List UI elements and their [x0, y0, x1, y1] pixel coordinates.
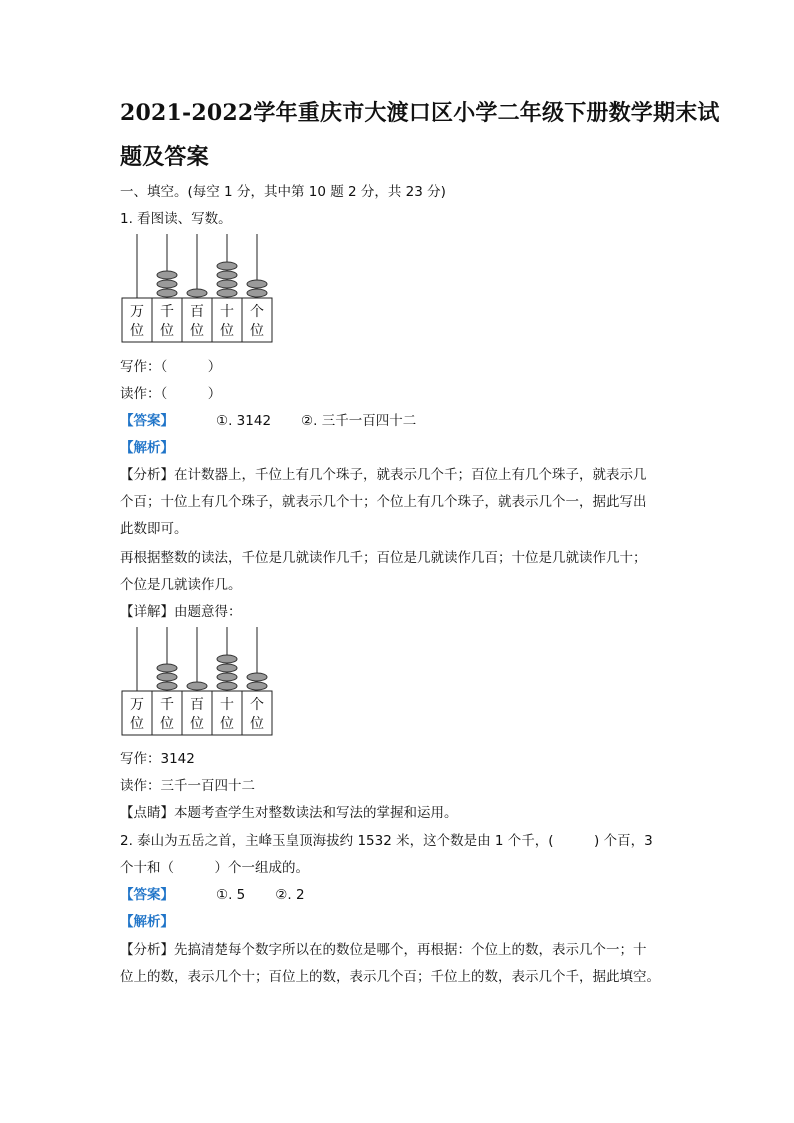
abacus-bead	[157, 664, 177, 672]
q2-stem-line-2: 个十和（ ）个一组成的。	[120, 860, 309, 876]
answer-tag: 【答案】	[120, 887, 174, 903]
abacus-bead	[157, 682, 177, 690]
detail-text: 由题意得：	[174, 604, 242, 620]
abacus-bead	[217, 289, 237, 297]
q1-fenxi-line-5: 个位是几就读作几。	[120, 577, 242, 593]
q1-write-prompt: 写作：（ ）	[120, 359, 222, 375]
fenxi-text: 在计数器上，千位上有几个珠子，就表示几个千；百位上有几个珠子，就表示几	[174, 467, 647, 483]
abacus-bead	[247, 289, 267, 297]
abacus-bead	[247, 673, 267, 681]
place-label-top: 个	[250, 304, 264, 320]
place-label-top: 万	[130, 697, 144, 713]
q1-answer-2: ②. 三千一百四十二	[301, 413, 417, 429]
abacus-bead	[217, 271, 237, 279]
comment-text: 本题考查学生对整数读法和写法的掌握和运用。	[174, 805, 458, 821]
q2-fenxi-line-1	[120, 938, 647, 958]
q2-stem-line-1: 2. 泰山为五岳之首，主峰玉皇顶海拔约 1532 米，这个数是由 1 个千，( ) 个百，3	[120, 833, 653, 849]
abacus-bead	[217, 682, 237, 690]
place-label-top: 百	[190, 697, 204, 713]
q1-analysis-tag	[120, 436, 174, 456]
abacus-bead	[157, 289, 177, 297]
abacus-bead	[217, 280, 237, 288]
place-label-bottom: 位	[160, 323, 174, 339]
place-label-bottom: 位	[130, 716, 144, 732]
q2-answer-2: ②. 2	[275, 887, 305, 903]
abacus-bead	[187, 682, 207, 690]
place-label-top: 千	[160, 304, 174, 320]
abacus-bead	[217, 673, 237, 681]
place-label-bottom: 位	[190, 716, 204, 732]
abacus-figure-1	[120, 232, 280, 344]
q1-read-prompt: 读作：（ ）	[120, 386, 222, 402]
q1-write-result: 写作：3142	[120, 751, 195, 767]
q1-answer-line	[120, 409, 416, 429]
analysis-tag: 【解析】	[120, 440, 174, 456]
place-label-bottom: 位	[220, 323, 234, 339]
place-label-bottom: 位	[160, 716, 174, 732]
doc-title-line-2: 题及答案	[120, 144, 209, 170]
q2-analysis-tag	[120, 910, 174, 930]
place-label-top: 万	[130, 304, 144, 320]
q1-answer-1: ①. 3142	[216, 413, 272, 429]
fenxi-text: 先搞清楚每个数字所以在的数位是哪个，再根据：个位上的数，表示几个一；十	[174, 942, 647, 958]
doc-title-line-1: 2021-2022学年重庆市大渡口区小学二年级下册数学期末试	[120, 100, 720, 126]
q1-fenxi-line-2: 个百；十位上有几个珠子，就表示几个十；个位上有几个珠子，就表示几个一，据此写出	[120, 494, 647, 510]
place-label-bottom: 位	[250, 716, 264, 732]
answer-tag: 【答案】	[120, 413, 174, 429]
abacus-bead	[187, 289, 207, 297]
q1-fenxi-line-1	[120, 463, 647, 483]
place-label-top: 千	[160, 697, 174, 713]
q2-answer-line	[120, 883, 305, 903]
q1-fenxi-line-3: 此数即可。	[120, 521, 188, 537]
q1-read-result: 读作：三千一百四十二	[120, 778, 255, 794]
comment-tag: 【点睛】	[120, 805, 174, 821]
q2-fenxi-line-2: 位上的数，表示几个十；百位上的数，表示几个百；千位上的数，表示几个千，据此填空。	[120, 969, 660, 985]
q1-comment-line	[120, 801, 458, 821]
detail-tag: 【详解】	[120, 604, 174, 620]
section-heading: 一、填空。(每空 1 分，其中第 10 题 2 分，共 23 分)	[120, 184, 446, 200]
fenxi-tag: 【分析】	[120, 467, 174, 483]
fenxi-tag: 【分析】	[120, 942, 174, 958]
abacus-bead	[247, 682, 267, 690]
abacus-bead	[217, 664, 237, 672]
place-label-top: 百	[190, 304, 204, 320]
abacus-bead	[157, 271, 177, 279]
q2-answer-1: ①. 5	[216, 887, 246, 903]
q1-stem: 1. 看图读、写数。	[120, 211, 232, 227]
abacus-bead	[157, 280, 177, 288]
place-label-bottom: 位	[130, 323, 144, 339]
place-label-top: 个	[250, 697, 264, 713]
abacus-figure-2	[120, 625, 280, 737]
abacus-bead	[247, 280, 267, 288]
place-label-top: 十	[220, 697, 234, 713]
q1-detail-line	[120, 600, 242, 620]
abacus-bead	[217, 262, 237, 270]
abacus-bead	[157, 673, 177, 681]
place-label-top: 十	[220, 304, 234, 320]
place-label-bottom: 位	[190, 323, 204, 339]
analysis-tag: 【解析】	[120, 914, 174, 930]
q1-fenxi-line-4: 再根据整数的读法，千位是几就读作几千；百位是几就读作几百；十位是几就读作几十；	[120, 550, 647, 566]
abacus-bead	[217, 655, 237, 663]
place-label-bottom: 位	[250, 323, 264, 339]
place-label-bottom: 位	[220, 716, 234, 732]
